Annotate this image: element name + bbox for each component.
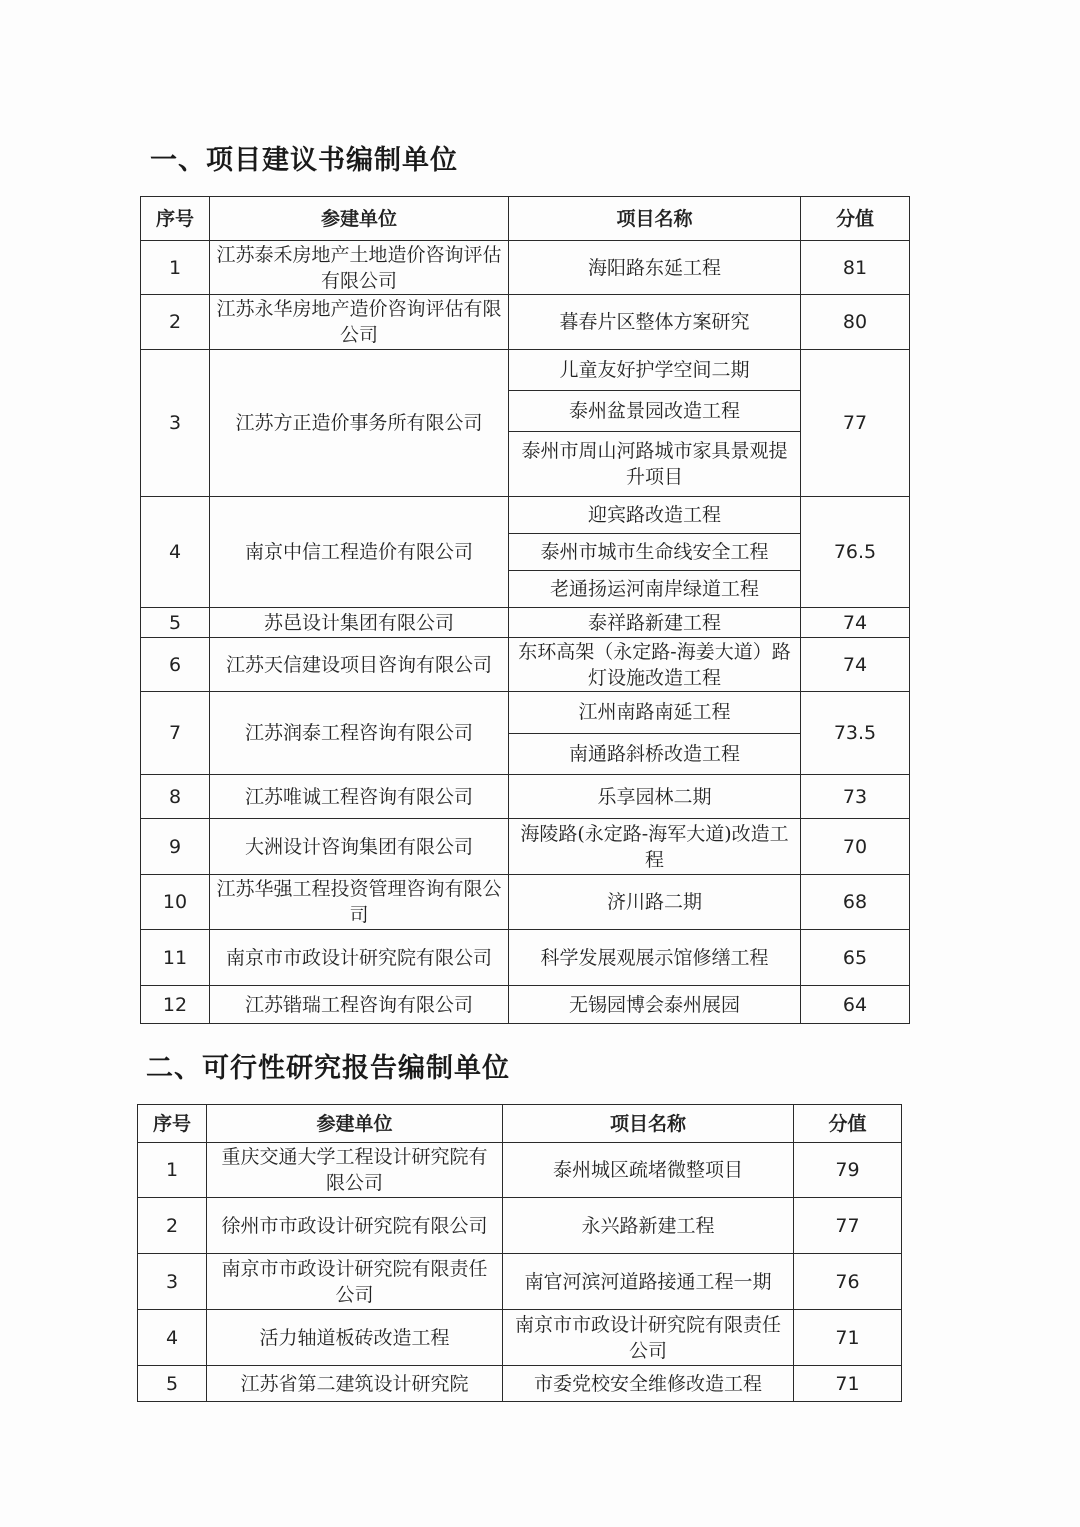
row-score: 71	[794, 1310, 902, 1366]
table-row	[138, 1198, 902, 1254]
row-no: 11	[141, 930, 210, 986]
row-project: 海阳路东延工程	[509, 241, 801, 295]
table-row	[138, 1366, 902, 1402]
row-unit: 江苏方正造价事务所有限公司	[210, 350, 509, 497]
row-project: 南官河滨河道路接通工程一期	[503, 1254, 794, 1310]
header-no: 序号	[138, 1105, 207, 1143]
row-project-group	[509, 350, 801, 497]
row-project: 老通扬运河南岸绿道工程	[509, 570, 800, 607]
row-project: 科学发展观展示馆修缮工程	[509, 930, 801, 986]
row-project: 泰州市周山河路城市家具景观提升项目	[509, 431, 800, 496]
row-score: 77	[794, 1198, 902, 1254]
row-unit: 江苏泰禾房地产土地造价咨询评估有限公司	[210, 241, 509, 295]
row-score: 74	[801, 638, 910, 692]
row-unit: 江苏永华房地产造价咨询评估有限公司	[210, 295, 509, 350]
section2-title: 二、可行性研究报告编制单位	[146, 1053, 510, 1084]
row-no: 4	[141, 497, 210, 608]
row-project: 泰州城区疏堵微整项目	[503, 1143, 794, 1198]
row-no: 6	[141, 638, 210, 692]
row-no: 5	[138, 1366, 207, 1402]
row-unit: 江苏唯诚工程咨询有限公司	[210, 775, 509, 819]
row-score: 73.5	[801, 692, 910, 775]
table-row	[141, 692, 910, 775]
row-no: 5	[141, 608, 210, 638]
row-unit: 南京市市政设计研究院有限责任公司	[207, 1254, 503, 1310]
row-no: 3	[138, 1254, 207, 1310]
table-row	[141, 986, 910, 1024]
table-header-row	[138, 1105, 902, 1143]
row-unit: 苏邑设计集团有限公司	[210, 608, 509, 638]
row-no: 3	[141, 350, 210, 497]
row-score: 76.5	[801, 497, 910, 608]
row-project: 泰祥路新建工程	[509, 608, 801, 638]
table-row	[141, 241, 910, 295]
row-no: 12	[141, 986, 210, 1024]
table-row	[138, 1143, 902, 1198]
row-score: 77	[801, 350, 910, 497]
row-score: 71	[794, 1366, 902, 1402]
table-row	[141, 608, 910, 638]
row-score: 68	[801, 875, 910, 930]
row-project: 市委党校安全维修改造工程	[503, 1366, 794, 1402]
row-unit: 重庆交通大学工程设计研究院有限公司	[207, 1143, 503, 1198]
row-project: 南通路斜桥改造工程	[509, 733, 800, 775]
row-score: 76	[794, 1254, 902, 1310]
header-score: 分值	[801, 197, 910, 241]
row-no: 2	[138, 1198, 207, 1254]
row-score: 80	[801, 295, 910, 350]
table-row	[141, 295, 910, 350]
table-row	[141, 930, 910, 986]
row-unit: 徐州市市政设计研究院有限公司	[207, 1198, 503, 1254]
row-project: 迎宾路改造工程	[587, 504, 721, 526]
row-unit: 江苏锴瑞工程咨询有限公司	[210, 986, 509, 1024]
row-project: 儿童友好护学空间二期	[559, 359, 750, 381]
row-score: 70	[801, 819, 910, 875]
row-unit: 活力轴道板砖改造工程	[207, 1310, 503, 1366]
row-unit: 江苏润泰工程咨询有限公司	[210, 692, 509, 775]
header-unit: 参建单位	[210, 197, 509, 241]
row-project: 永兴路新建工程	[503, 1198, 794, 1254]
header-unit: 参建单位	[207, 1105, 503, 1143]
row-project: 泰州盆景园改造工程	[509, 390, 800, 431]
row-project: 乐享园林二期	[509, 775, 801, 819]
row-score: 73	[801, 775, 910, 819]
row-no: 1	[141, 241, 210, 295]
row-unit: 江苏华强工程投资管理咨询有限公司	[210, 875, 509, 930]
table-row	[141, 497, 910, 608]
row-unit: 南京中信工程造价有限公司	[210, 497, 509, 608]
row-no: 8	[141, 775, 210, 819]
row-project: 南京市市政设计研究院有限责任公司	[503, 1310, 794, 1366]
row-project-group	[509, 692, 801, 775]
header-score: 分值	[794, 1105, 902, 1143]
row-no: 7	[141, 692, 210, 775]
row-no: 2	[141, 295, 210, 350]
header-project: 项目名称	[503, 1105, 794, 1143]
table-row	[141, 638, 910, 692]
row-unit: 江苏省第二建筑设计研究院	[207, 1366, 503, 1402]
row-no: 4	[138, 1310, 207, 1366]
table-feasibility-study	[137, 1104, 902, 1402]
header-project: 项目名称	[509, 197, 801, 241]
row-project: 泰州市城市生命线安全工程	[509, 533, 800, 570]
row-project: 东环高架（永定路-海姜大道）路灯设施改造工程	[509, 638, 801, 692]
section1-title: 一、项目建议书编制单位	[150, 145, 458, 176]
table-row	[138, 1310, 902, 1366]
row-unit: 南京市市政设计研究院有限公司	[210, 930, 509, 986]
row-no: 10	[141, 875, 210, 930]
row-score: 79	[794, 1143, 902, 1198]
row-project: 海陵路(永定路-海军大道)改造工程	[509, 819, 801, 875]
row-no: 9	[141, 819, 210, 875]
row-no: 1	[138, 1143, 207, 1198]
row-score: 81	[801, 241, 910, 295]
table-row	[138, 1254, 902, 1310]
row-score: 65	[801, 930, 910, 986]
table-header-row	[141, 197, 910, 241]
row-project: 济川路二期	[509, 875, 801, 930]
row-unit: 江苏天信建设项目咨询有限公司	[210, 638, 509, 692]
row-unit: 大洲设计咨询集团有限公司	[210, 819, 509, 875]
row-score: 74	[801, 608, 910, 638]
table-row	[141, 350, 910, 497]
table-project-proposal	[140, 196, 910, 1024]
row-project-group	[509, 497, 801, 608]
table-row	[141, 875, 910, 930]
row-project: 无锡园博会泰州展园	[509, 986, 801, 1024]
table-row	[141, 775, 910, 819]
header-no: 序号	[141, 197, 210, 241]
row-score: 64	[801, 986, 910, 1024]
row-project: 暮春片区整体方案研究	[509, 295, 801, 350]
row-project: 江州南路南延工程	[578, 701, 731, 724]
table-row	[141, 819, 910, 875]
